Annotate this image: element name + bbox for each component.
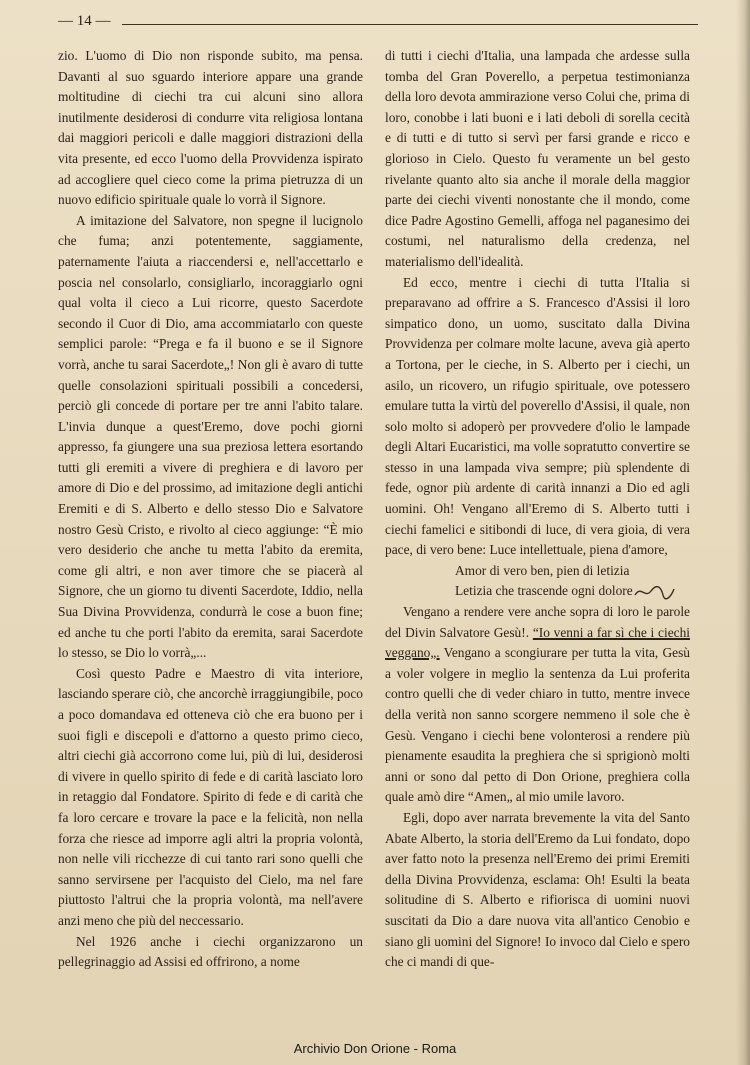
underlined-quote: “Io venni a far sì che i ciechi veggano„. — [385, 624, 690, 661]
page-edge-shadow — [736, 0, 750, 1065]
right-paragraph-2: Ed ecco, mentre i ciechi di tutta l'Italia si preparavano ad offrire a S. Francesco d'Assisi il loro simpatico dono, un uomo, suscitato dalla Divina Provvidenza per colmare molte lacune, aveva già aperto a Tortona, per le cieche, in S. Alberto per i ciechi, un asilo, un ricovero, un rifugio spirituale, ove potessero emulare tutta la virtù del poverello d'Assisi, il quale, non solo molto si adoperò per provvedere d'olio le lampade degli Altari Eucaristici, ma volle sopratutto convertire se stesso in una lampada viva sempre; più splendente di fede, ognor più ardente di carità innanzi a Dio ed agli uomini. Oh! Vengano all'Eremo di S. Alberto tutti i ciechi famelici e sitibondi di luce, di vera gioia, di vera pace, di vero bene: Luce intellettuale, piena d'amore, — [385, 274, 690, 558]
handwritten-mark-icon — [633, 583, 675, 601]
right-paragraph-4: Egli, dopo aver narrata brevemente la vita del Santo Abate Alberto, la storia dell'Eremo da Lui fondato, dopo aver fatto noto la presenza nell'Eremo dei primi Eremiti della Divina Provvidenza, esclama: Oh! Esulti la beata solitudine di S. Alberto e rifiorisca di uomini nuovi suscitati da Dio a dare nuova vita all'antico Cenobio e siano gli uomini del Signore! Io invoco dal Cielo e spero che ci mandi di que- — [385, 809, 690, 970]
right-paragraph-3 — [385, 602, 690, 808]
verse-line-1: Amor di vero ben, pien di letizia — [455, 562, 630, 578]
archive-footer: Archivio Don Orione - Roma — [293, 1041, 457, 1056]
left-column — [58, 46, 363, 973]
right-paragraph-3-start: Vengano a rendere vere anche sopra di loro le parole del Divin Salvatore Gesù!. — [385, 604, 690, 640]
left-paragraph-1: zio. L'uomo di Dio non risponde subito, ma pensa. Davanti al suo sguardo interiore appare una grande moltitudine di ciechi tra cui alcuni sino allora inutilmente desiderosi di condurre vita religiosa lontana dai maggiori pericoli e dalle maggiori distrazioni della vita presente, ed ecco l'uomo della Provvidenza ispirato ad accogliere quel cieco come la prima pietruzza di un nuovo edificio spirituale quale lo vorrà il Signore. — [58, 48, 363, 208]
header-rule — [122, 24, 698, 25]
right-column — [385, 46, 690, 973]
page-number: — 14 — — [58, 13, 111, 29]
left-paragraph-4: Nel 1926 anche i ciechi organizzarono un pellegrinaggio ad Assisi ed offrirono, a nome — [58, 933, 363, 970]
verse-line-2-text: Letizia che trascende ogni dolore — [455, 583, 633, 599]
verse-line-2 — [385, 581, 690, 602]
left-paragraph-3: Così questo Padre e Maestro di vita interiore, lasciando sperare ciò, che ancorchè irraggiungibile, poco a poco domandava ed otteneva ciò che era buono per i suoi figli e discepoli e d'attorno a questo primo cieco, altri ciechi già accorrono come lui, più di lui, desiderosi di vivere in quello spirito di fede e di carità lasciato loro in retaggio dal Fondatore. Spirito di fede e di carità che fa loro cercare e trovare la pace e la felicità, non nella forza che riesce ad imporre agli altri la propria volontà, non nelle vili ricchezze di cui tanto rari sono quelli che sanno servirsene per l'acquisto del Cielo, ma nel fare piuttosto l'altrui che la propria volontà, ma nell'avere anzi meno che più del neccessario. — [58, 665, 363, 928]
right-paragraph-3-end: Vengano a scongiurare per tutta la vita, Gesù a voler volgere in meglio la sentenza da Lui proferita contro quelli che di veder chiaro in tutto, mentre invece della verità non sanno scorgere nemmeno il sole che è Gesù. Vengano i ciechi bene volonterosi a rendere più pienamente esaudita la preghiera che si sprigionò molti anni or sono dal petto di Don Orione, preghiera colla quale amò dire “Amen„ al mio umile lavoro. — [385, 645, 690, 805]
left-paragraph-2: A imitazione del Salvatore, non spegne il lucignolo che fuma; anzi potentemente, saggiamente, paternamente l'aiuta a riaccendersi e, nell'accettarlo e poscia nel consolarlo, consigliarlo, incoraggiarlo ogni qual volta il cieco a Lui ricorre, questo Sacerdote secondo il Cuor di Dio, ama accommiatarlo con queste semplici parole: “Prega e fa il buono e se il Signore vorrà, anche tu sarai Sacerdote„! Non gli è avaro di tutte quelle consolazioni spirituali possibili a concedersi, perciò gli concede di portare per tre anni l'abito talare. L'invia dunque a quest'Eremo, dove pochi giorni appresso, fa giungere una sua preziosa lettera esortando tutti gli eremiti a vivere di preghiera e di lavoro per amore di Dio e del prossimo, ad imitazione degli antichi Eremiti e di S. Alberto e dello stesso Dio e Salvatore nostro Gesù Cristo, e rivolto al cieco aggiunge: “È mio vero desiderio che anche tu metta l'abito da eremita, come gli altri, e non aver timore che se piacerà al Signore, che un giorno tu diventi Sacerdote, Iddio, nella Sua Divina Provvidenza, condurrà le cose a buon fine; ed anche tu che porti l'abito da eremita, sarai Sacerdote lo stesso, se Dio lo vorrà„... — [58, 212, 363, 661]
page-header — [58, 10, 698, 34]
right-paragraph-1: di tutti i ciechi d'Italia, una lampada che ardesse sulla tomba del Gran Poverello, a perpetua testimonianza della loro devota ammirazione verso Colui che, prima di loro, conobbe i lati buoni e i lati deboli di sorella cecità e di tutti e di tutto si servì per farsi grande e ricco e glorioso in Cielo. Questo fu veramente un bel gesto rivelante quanto alto sia anche il morale della maggior parte dei ciechi viventi nonostante che il mondo, come dice Padre Agostino Gemelli, affoga nel paganesimo dei costumi, nel naturalismo della credenza, nel materialismo dell'idealità. — [385, 48, 690, 269]
